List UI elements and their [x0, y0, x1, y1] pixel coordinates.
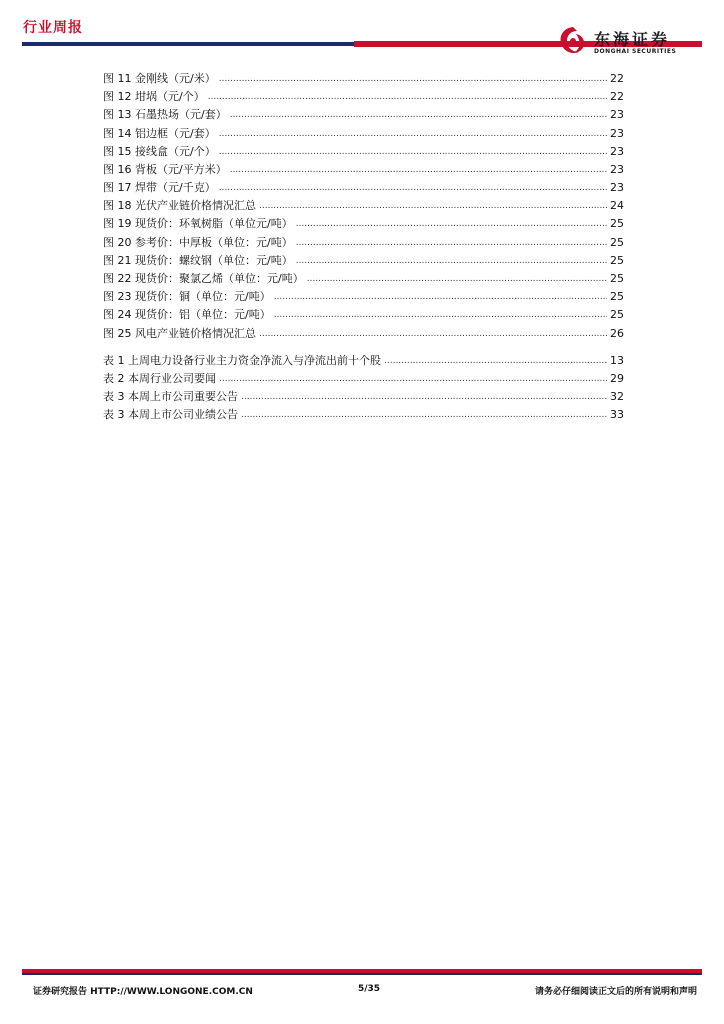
- figure-entry[interactable]: [103, 106, 624, 124]
- dot-leader: [230, 161, 607, 179]
- figure-entry[interactable]: [103, 70, 624, 88]
- dot-leader: [241, 406, 607, 424]
- figure-entry[interactable]: [103, 179, 624, 197]
- toc-entry-page: 32: [610, 390, 624, 404]
- brand-logo: [556, 24, 704, 64]
- toc-entry-page: 23: [610, 126, 624, 140]
- dot-leader: [296, 215, 607, 233]
- toc-entry-page: 23: [610, 144, 624, 158]
- dot-leader: [259, 325, 607, 343]
- figure-entry[interactable]: [103, 143, 624, 161]
- toc-entry-page: 29: [610, 371, 624, 385]
- toc-entry-label: 表 2 本周行业公司要闻: [103, 371, 216, 385]
- toc-entry-label: 图 14 铝边框（元/套）: [103, 126, 216, 140]
- toc-entry-label: 图 17 焊带（元/千克）: [103, 181, 216, 195]
- dot-leader: [259, 197, 607, 215]
- table-entry[interactable]: [103, 352, 624, 370]
- dot-leader: [274, 288, 607, 306]
- figure-entry[interactable]: [103, 161, 624, 179]
- figure-entry[interactable]: [103, 270, 624, 288]
- toc-entry-page: 22: [610, 71, 624, 85]
- dot-leader: [274, 306, 607, 324]
- toc-entry-label: 图 16 背板（元/平方米）: [103, 162, 227, 176]
- toc-entry-page: 23: [610, 108, 624, 122]
- toc-entry-page: 25: [610, 308, 624, 322]
- toc-entry-label: 图 15 接线盒（元/个）: [103, 144, 216, 158]
- page-header-label: 行业周报: [23, 20, 83, 36]
- toc-entry-page: 33: [610, 408, 624, 422]
- toc-entry-page: 26: [610, 326, 624, 340]
- figure-entry[interactable]: [103, 234, 624, 252]
- header-rule-navy: [22, 42, 354, 46]
- figure-entry[interactable]: [103, 216, 624, 234]
- figure-entry[interactable]: [103, 125, 624, 143]
- toc-entry-page: 25: [610, 290, 624, 304]
- figure-entry[interactable]: [103, 325, 624, 343]
- toc-entry-label: 图 12 坩埚（元/个）: [103, 90, 205, 104]
- figure-list: [103, 70, 624, 343]
- footer-left-text: 证券研究报告 HTTP://WWW.LONGONE.COM.CN: [33, 987, 253, 997]
- dot-leader: [384, 352, 607, 370]
- toc-entry-label: 图 13 石墨热场（元/套）: [103, 108, 227, 122]
- toc-entry-label: 表 3 本周上市公司重要公告: [103, 390, 238, 404]
- dot-leader: [219, 370, 607, 388]
- dragon-logo-icon: [556, 24, 590, 58]
- toc-entry-page: 25: [610, 235, 624, 249]
- toc-entry-page: 24: [610, 199, 624, 213]
- toc-entry-page: 13: [610, 353, 624, 367]
- toc-entry-label: 图 25 风电产业链价格情况汇总: [103, 326, 256, 340]
- toc-entry-page: 25: [610, 253, 624, 267]
- list-separator: [103, 343, 624, 352]
- dot-leader: [230, 106, 607, 124]
- figure-entry[interactable]: [103, 288, 624, 306]
- dot-leader: [296, 234, 607, 252]
- toc-entry-label: 图 23 现货价：铜（单位：元/吨）: [103, 290, 271, 304]
- toc-entry-label: 表 1 上周电力设备行业主力资金净流入与净流出前十个股: [103, 353, 381, 367]
- toc-entry-label: 图 11 金刚线（元/米）: [103, 71, 216, 85]
- table-entry[interactable]: [103, 388, 624, 406]
- toc-entry-label: 图 18 光伏产业链价格情况汇总: [103, 199, 256, 213]
- table-entry[interactable]: [103, 406, 624, 424]
- toc-entry-label: 图 19 现货价：环氧树脂（单位元/吨）: [103, 217, 293, 231]
- toc-entry-page: 23: [610, 162, 624, 176]
- toc-entry-label: 图 21 现货价：螺纹钢（单位：元/吨）: [103, 253, 293, 267]
- table-entry[interactable]: [103, 370, 624, 388]
- toc-entry-page: 25: [610, 217, 624, 231]
- figure-entry[interactable]: [103, 252, 624, 270]
- footer-rule-navy: [22, 973, 702, 975]
- dot-leader: [296, 252, 607, 270]
- brand-name-cn: 东海证券: [594, 30, 671, 49]
- figure-entry[interactable]: [103, 306, 624, 324]
- toc-entry-label: 表 3 本周上市公司业绩公告: [103, 408, 238, 422]
- table-of-contents: [103, 70, 624, 425]
- figure-entry[interactable]: [103, 88, 624, 106]
- dot-leader: [219, 70, 607, 88]
- dot-leader: [219, 179, 607, 197]
- toc-entry-label: 图 20 参考价：中厚板（单位：元/吨）: [103, 235, 293, 249]
- dot-leader: [208, 88, 607, 106]
- toc-entry-page: 23: [610, 181, 624, 195]
- page-number: 5/35: [358, 984, 381, 994]
- toc-entry-page: 25: [610, 272, 624, 286]
- disclaimer-text: 请务必仔细阅读正文后的所有说明和声明: [534, 987, 697, 997]
- figure-entry[interactable]: [103, 197, 624, 215]
- table-list: [103, 352, 624, 425]
- toc-entry-label: 图 22 现货价：聚氯乙烯（单位：元/吨）: [103, 272, 304, 286]
- toc-entry-page: 22: [610, 90, 624, 104]
- dot-leader: [219, 125, 607, 143]
- toc-entry-label: 图 24 现货价：铝（单位：元/吨）: [103, 308, 271, 322]
- brand-name-en: DONGHAI SECURITIES: [594, 48, 677, 55]
- dot-leader: [241, 388, 607, 406]
- dot-leader: [219, 143, 607, 161]
- dot-leader: [307, 270, 607, 288]
